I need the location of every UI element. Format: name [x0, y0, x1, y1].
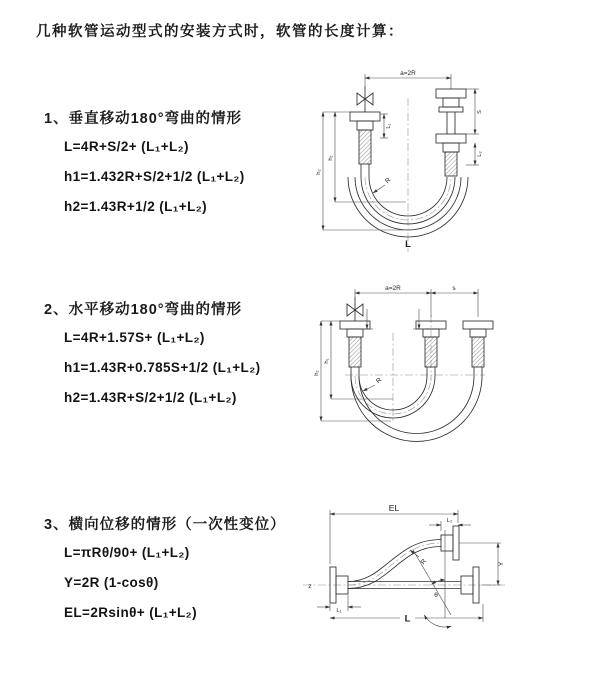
dim-label-y: Y [498, 561, 505, 567]
section-2-heading: 2、水平移动180°弯曲的情形 [44, 302, 243, 318]
section-3-formula-y: Y=2R (1-cosθ) [64, 575, 159, 590]
dim-label-l1: L₁ [336, 608, 342, 614]
diagram-vertical-180-bend [303, 62, 588, 257]
valve-icon [357, 93, 365, 105]
dim-label-h1: h₁ [324, 358, 330, 364]
section-1-formula-l: L=4R+S/2+ (L₁+L₂) [64, 139, 189, 154]
section-2-formula-h2: h2=1.43R+S/2+1/2 (L₁+L₂) [64, 390, 237, 405]
diagram-labels [308, 503, 505, 625]
dim-label-el: EL [388, 503, 400, 513]
dim-label-l1: L₁ [386, 123, 392, 129]
dim-label-l: L [404, 613, 411, 625]
braided-section-left [349, 337, 361, 367]
dim-label-h2: h₂ [314, 370, 320, 376]
dim-label-l2: L₂ [477, 151, 483, 157]
diagram-horizontal-180-bend [303, 281, 588, 456]
dim-label-theta: θ [434, 592, 438, 599]
dim-label-h2: h₂ [316, 169, 322, 175]
section-1-heading: 1、垂直移动180°弯曲的情形 [44, 111, 243, 127]
dim-label-s: S [477, 110, 483, 114]
section-1-formula-h2: h2=1.43R+1/2 (L₁+L₂) [64, 199, 208, 214]
hose-centerline-curve [348, 543, 441, 585]
datum-mark-z: z [308, 583, 312, 590]
dim-label-l: L [405, 239, 411, 250]
dim-label-s: s [452, 285, 456, 292]
dimension-lines [321, 289, 478, 421]
valve-icon [347, 304, 355, 316]
braided-section-right [445, 152, 457, 176]
section-2-formula-h1: h1=1.43R+0.785S+1/2 (L₁+L₂) [64, 360, 261, 375]
braided-section-left [359, 130, 371, 164]
dim-label-r: R [374, 376, 384, 386]
dim-label-a2r: a=2R [400, 70, 416, 77]
hose-assembly [330, 526, 479, 618]
dim-label-r: R [383, 176, 393, 186]
section-1-formula-h1: h1=1.432R+S/2+1/2 (L₁+L₂) [64, 169, 245, 184]
section-3-heading: 3、横向位移的情形（一次性变位） [44, 517, 286, 533]
dim-label-l2: L₂ [446, 518, 453, 524]
dim-label-h1: h₁ [328, 155, 334, 161]
hose-assembly [340, 297, 493, 441]
section-3-formula-l: L=πRθ/90+ (L₁+L₂) [64, 545, 190, 560]
section-3-formula-el: EL=2Rsinθ+ (L₁+L₂) [64, 605, 197, 620]
dim-label-r: R [419, 557, 429, 567]
section-2-formula-l: L=4R+1.57S+ (L₁+L₂) [64, 330, 205, 345]
page-title: 几种软管运动型式的安装方式时，软管的长度计算： [36, 24, 404, 40]
braided-section-right [472, 337, 484, 367]
dim-label-a2r: a=2R [385, 285, 401, 292]
diagram-lateral-displacement [295, 500, 595, 640]
braided-section-middle [425, 337, 437, 367]
